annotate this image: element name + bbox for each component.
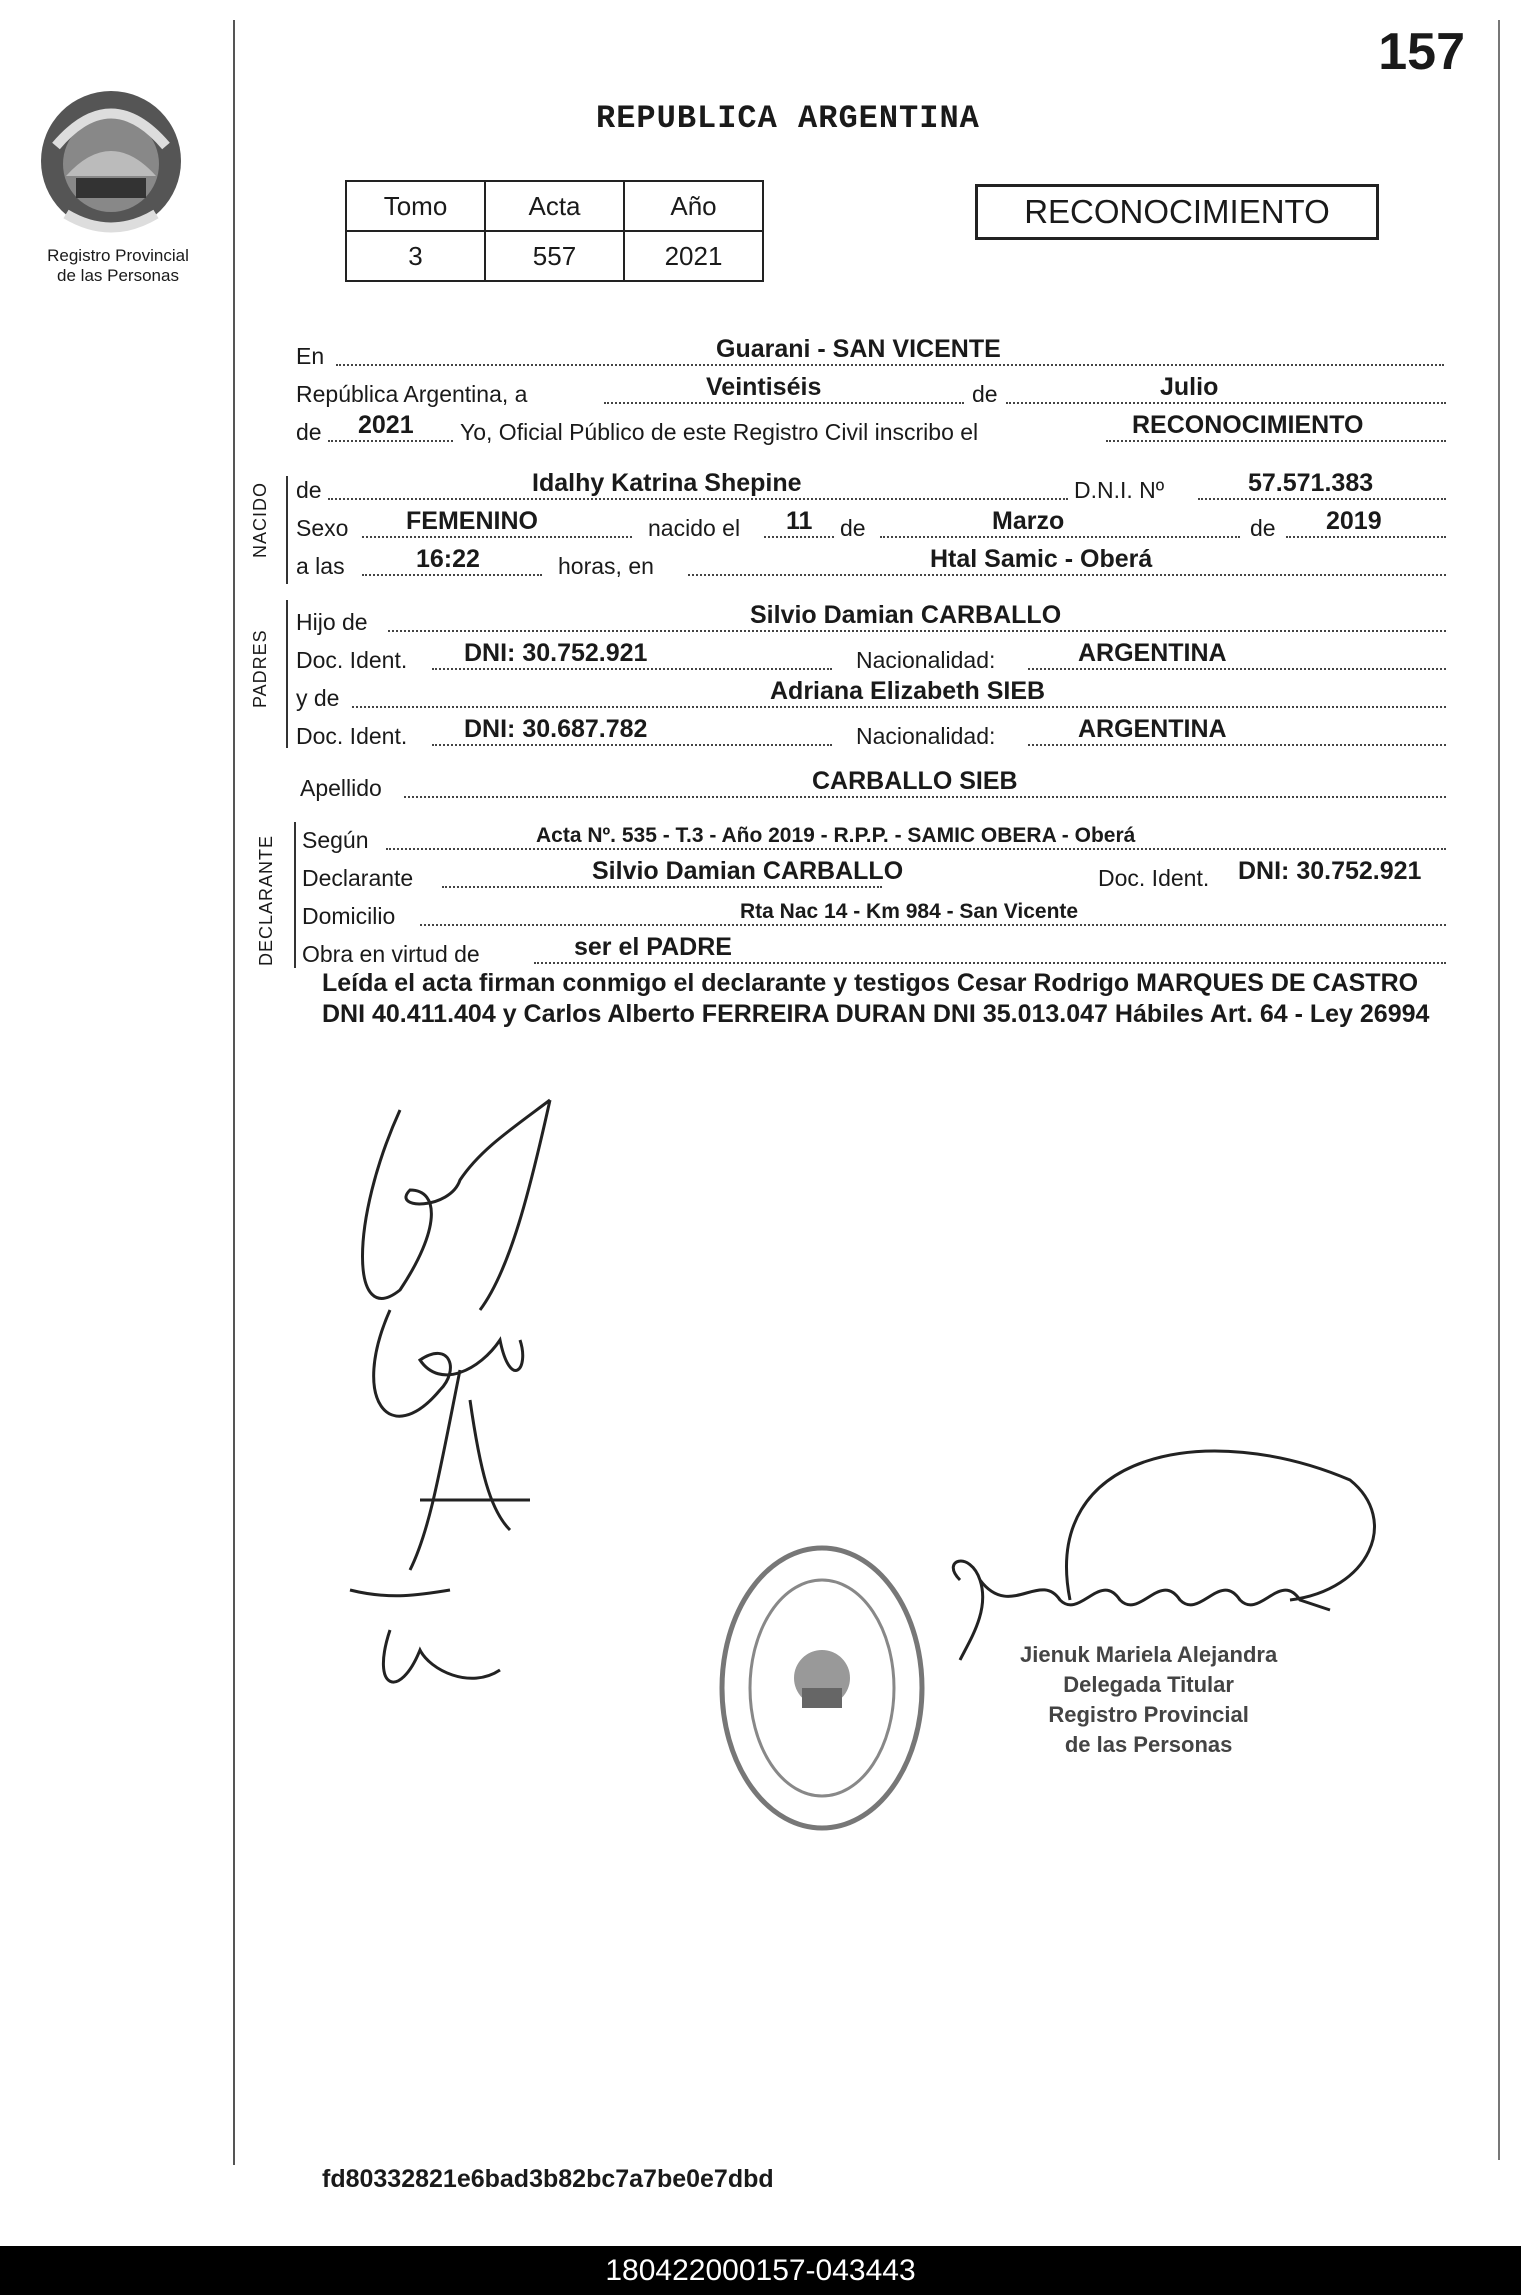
republica-label: República Argentina, a xyxy=(296,381,528,407)
madre-value: Adriana Elizabeth SIEB xyxy=(770,677,1046,705)
madre-nac-label: Nacionalidad: xyxy=(856,723,996,749)
padre-nac-label: Nacionalidad: xyxy=(856,647,996,673)
decl-doc-value: DNI: 30.752.921 xyxy=(1238,857,1422,885)
padre-doc-value: DNI: 30.752.921 xyxy=(464,639,648,667)
line-declarante xyxy=(302,854,1446,892)
hora-value: 16:22 xyxy=(416,545,480,573)
line-domicilio xyxy=(302,892,1446,930)
official-org-line2: de las Personas xyxy=(1064,1732,1233,1757)
madre-doc-label: Doc. Ident. xyxy=(296,723,408,749)
inscribo-label: Yo, Oficial Público de este Registro Civil inscribo el xyxy=(460,419,979,445)
witness-signatures xyxy=(330,1070,630,1710)
en-value: Guarani - SAN VICENTE xyxy=(716,335,1001,363)
hijo-label: Hijo de xyxy=(296,609,368,635)
side-label-nacido: NACIDO xyxy=(250,481,270,558)
nombre-value: Idalhy Katrina Shepine xyxy=(532,469,802,497)
apellido-label: Apellido xyxy=(300,775,382,801)
page-edge-right xyxy=(1498,20,1500,2160)
domicilio-value: Rta Nac 14 - Km 984 - San Vicente xyxy=(740,900,1079,923)
line-madre xyxy=(296,674,1446,712)
line-padre-doc xyxy=(296,636,1446,674)
province-seal-logo xyxy=(36,86,186,236)
logo-caption-line1: Registro Provincial xyxy=(47,246,189,265)
anio-value: 2021 xyxy=(624,231,763,281)
official-org-line1: Registro Provincial xyxy=(1048,1702,1249,1727)
mes-value: Julio xyxy=(1160,373,1219,401)
side-label-padres: PADRES xyxy=(250,629,270,708)
official-role: Delegada Titular xyxy=(1063,1672,1234,1697)
de3-label: de xyxy=(840,515,866,541)
footer-barcode-id: 180422000157-043443 xyxy=(0,2246,1521,2295)
obra-value: ser el PADRE xyxy=(574,933,732,961)
line-sexo xyxy=(296,504,1446,542)
dia-value: Veintiséis xyxy=(706,373,822,401)
yde-label: y de xyxy=(296,685,340,711)
tomo-header: Tomo xyxy=(346,181,485,231)
page-edge-left xyxy=(233,20,235,2165)
tomo-value: 3 xyxy=(346,231,485,281)
nacido-label: nacido el xyxy=(648,515,741,541)
padres-bar xyxy=(286,600,288,748)
horas-label: horas, en xyxy=(558,553,654,579)
line-fecha xyxy=(296,370,1446,408)
padre-nac-value: ARGENTINA xyxy=(1078,639,1227,667)
document-title: REPUBLICA ARGENTINA xyxy=(596,100,980,137)
line-madre-doc xyxy=(296,712,1446,750)
official-name: Jienuk Mariela Alejandra xyxy=(1020,1642,1278,1667)
document-hash: fd80332821e6bad3b82bc7a7be0e7dbd xyxy=(322,2165,774,2193)
record-kind-box: RECONOCIMIENTO xyxy=(975,184,1379,240)
segun-label: Según xyxy=(302,827,369,853)
line-hora xyxy=(296,542,1446,580)
nac-mes-value: Marzo xyxy=(992,507,1065,535)
line-en xyxy=(296,332,1446,370)
official-block xyxy=(1020,1640,1277,1760)
nombre-label: de xyxy=(296,477,322,503)
nac-anio-value: 2019 xyxy=(1326,507,1382,535)
acta-header: Acta xyxy=(485,181,624,231)
sexo-value: FEMENINO xyxy=(406,507,538,535)
de2-label: de xyxy=(296,419,322,445)
decl-doc-label: Doc. Ident. xyxy=(1098,865,1210,891)
anio-value: 2021 xyxy=(358,411,414,439)
registry-stamp xyxy=(712,1538,932,1838)
apellido-value: CARBALLO SIEB xyxy=(812,767,1018,795)
page-number: 157 xyxy=(1378,23,1465,81)
anio-header: Año xyxy=(624,181,763,231)
obra-label: Obra en virtud de xyxy=(302,941,480,967)
lugar-value: Htal Samic - Oberá xyxy=(930,545,1153,573)
logo-caption xyxy=(18,246,218,286)
closing-statement: Leída el acta firman conmigo el declarante y testigos Cesar Rodrigo MARQUES DE CASTRO DNI 40.411.404 y Carlos Alberto FERREIRA DURAN DNI 35.013.047 Hábiles Art. 64 - Ley 26994 xyxy=(322,969,1430,1028)
en-label: En xyxy=(296,343,325,369)
nac-dia-value: 11 xyxy=(786,507,813,535)
record-meta-table xyxy=(345,180,764,282)
declarante-bar xyxy=(294,822,296,968)
padre-value: Silvio Damian CARBALLO xyxy=(750,601,1062,629)
declarante-value: Silvio Damian CARBALLO xyxy=(592,857,904,885)
line-segun xyxy=(302,816,1446,854)
line-inscribo xyxy=(296,408,1446,446)
padre-doc-label: Doc. Ident. xyxy=(296,647,408,673)
sexo-label: Sexo xyxy=(296,515,349,541)
nacido-bar xyxy=(286,476,288,584)
line-hijo xyxy=(296,598,1446,636)
line-obra xyxy=(302,930,1446,968)
madre-nac-value: ARGENTINA xyxy=(1078,715,1227,743)
declarante-label: Declarante xyxy=(302,865,414,891)
side-label-declarante: DECLARANTE xyxy=(256,834,276,966)
dni-value: 57.571.383 xyxy=(1248,469,1374,497)
logo-caption-line2: de las Personas xyxy=(57,266,179,285)
domicilio-label: Domicilio xyxy=(302,903,396,929)
alas-label: a las xyxy=(296,553,345,579)
inscribo-value: RECONOCIMIENTO xyxy=(1132,411,1364,439)
line-apellido xyxy=(300,764,1446,802)
line-nombre xyxy=(296,466,1446,504)
madre-doc-value: DNI: 30.687.782 xyxy=(464,715,648,743)
acta-value: 557 xyxy=(485,231,624,281)
segun-value: Acta Nº. 535 - T.3 - Año 2019 - R.P.P. - SAMIC OBERA - Oberá xyxy=(536,824,1136,847)
dni-label: D.N.I. Nº xyxy=(1074,477,1165,503)
de4-label: de xyxy=(1250,515,1276,541)
de-label: de xyxy=(972,381,998,407)
